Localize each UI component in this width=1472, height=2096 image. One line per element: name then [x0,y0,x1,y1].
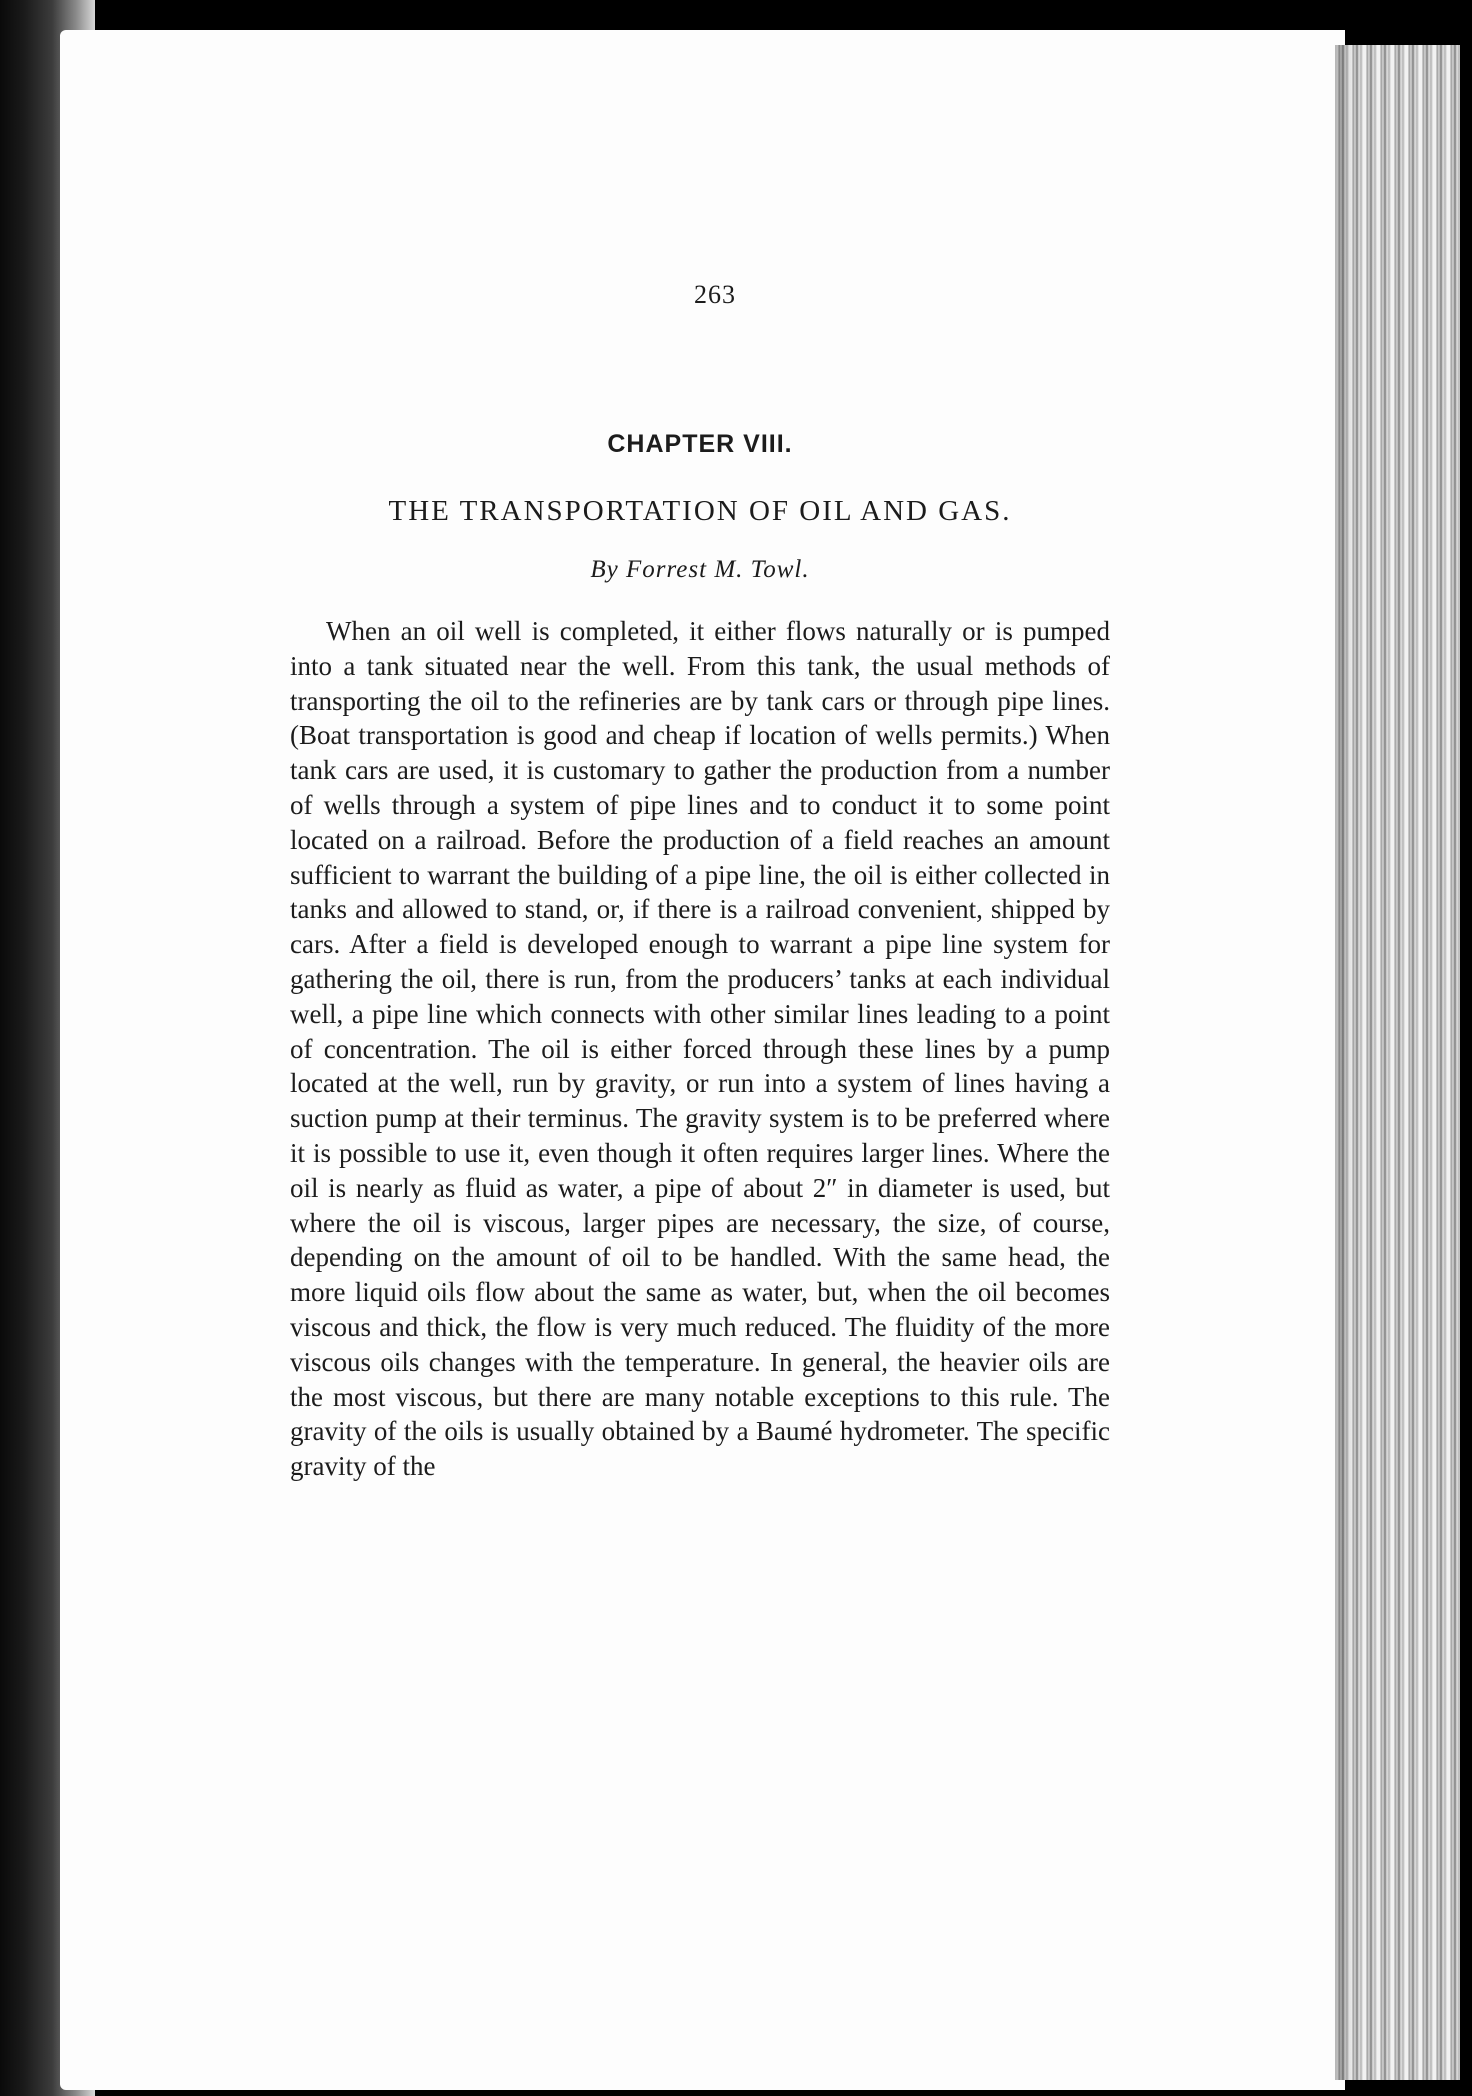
chapter-heading: CHAPTER VIII. [607,430,793,458]
author-byline: By Forrest M. Towl. [590,556,810,583]
book-page [60,30,1345,2090]
page-number: 263 [694,280,736,309]
page-edges-shadow [1335,45,1355,2080]
page-content [290,280,1110,1484]
body-paragraph: When an oil well is completed, it either flows naturally or is pumped into a tank situated near the well. From this tank, the usual methods of transporting the oil to the refineries are by tank cars or through pipe lines. (Boat transportation is good and cheap if location of wells permits.) When tank cars are used, it is customary to gather the production from a number of wells through a system of pipe lines and to conduct it to some point located on a railroad. Before the production of a field reaches an amount sufficient to warrant the building of a pipe line, the oil is either collected in tanks and allowed to stand, or, if there is a railroad convenient, shipped by cars. After a field is developed enough to warrant a pipe line system for gathering the oil, there is run, from the producers’ tanks at each individual well, a pipe line which connects with other similar lines leading to a point of concentration. The oil is either forced through these lines by a pump located at the well, run by gravity, or run into a system of lines having a suction pump at their terminus. The gravity system is to be preferred where it is possible to use it, even though it often requires larger lines. Where the oil is nearly as fluid as water, a pipe of about 2″ in diameter is used, but where the oil is viscous, larger pipes are necessary, the size, of course, depending on the amount of oil to be handled. With the same head, the more liquid oils flow about the same as water, but, when the oil becomes viscous and thick, the flow is very much reduced. The fluidity of the more viscous oils changes with the temperature. In general, the heavier oils are the most viscous, but there are many notable exceptions to this rule. The gravity of the oils is usually obtained by a Baumé hydrometer. The specific gravity of the [290,616,1110,1482]
chapter-title: THE TRANSPORTATION OF OIL AND GAS. [388,495,1012,527]
